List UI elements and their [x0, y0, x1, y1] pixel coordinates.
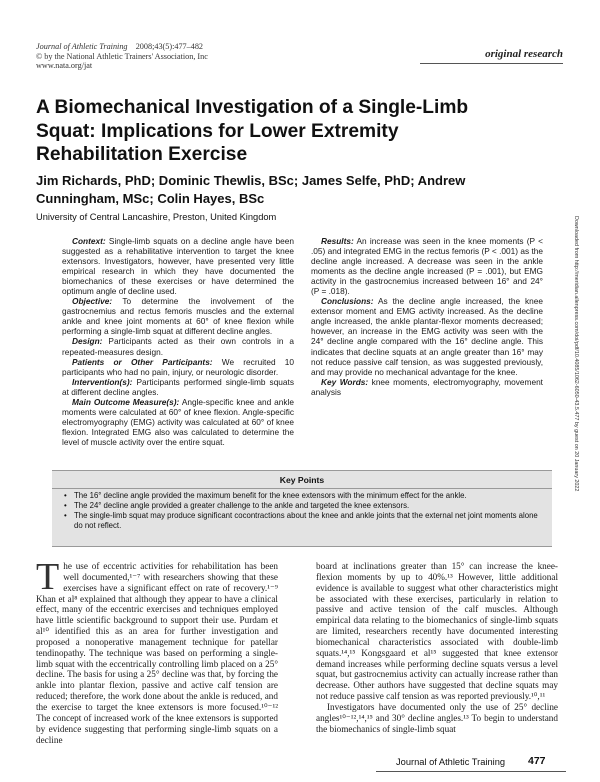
abstract-design: Design: Participants acted as their own controls in a repeated-measures design. [62, 336, 294, 357]
abstract-conclusions: Conclusions: As the decline angle increased, the knee extensor moment and EMG activity increased. As the decline angle increased, the ankle plantar-flexor moments decreased; however, an increase in the EMG activity was seen with the 24° decline angle compared with the 16° decline angle. This indicates that decline squats at an angle greater than 16° may not reduce passive calf tension, as was suggested previously, and may provide no mechanical advantage for the knee. [311, 296, 543, 377]
affiliation: University of Central Lancashire, Preston, United Kingdom [36, 212, 277, 222]
journal-header [36, 42, 356, 71]
key-point-item: • The single-limb squat may produce significant cocontractions about the knee and ankle joints that the external net joint moments alone do not reflect. [74, 511, 544, 531]
footer-rule [376, 771, 566, 772]
abstract-interventions: Intervention(s): Participants performed single-limb squats at different decline angles. [62, 376, 294, 397]
author-list: Jim Richards, PhD; Dominic Thewlis, BSc; James Selfe, PhD; Andrew Cunningham, MSc; Colin Hayes, BSc [36, 173, 466, 206]
section-label: original research [485, 48, 563, 60]
article-title: A Biomechanical Investigation of a Single-Limb Squat: Implications for Lower Extremity Rehabilitation Exercise [36, 97, 469, 165]
key-point-item: • The 16° decline angle provided the maximum benefit for the knee extensors with the minimum effect for the ankle. [74, 491, 544, 501]
journal-name: Journal of Athletic Training [36, 42, 128, 51]
abstract-participants: Patients or Other Participants: We recruited 10 participants who had no pain, injury, or neurologic disorder. [62, 356, 295, 377]
abstract-right-column [311, 236, 543, 397]
key-points-title: Key Points [279, 475, 325, 485]
citation: 2008;43(5):477–482 [135, 42, 204, 51]
key-points-rule [52, 488, 552, 489]
download-watermark: Downloaded from http://meridian.allenpress.com/doi/pdf/10.4085/1062-6050-43.5.477 by guest on 20 January 2022 [573, 216, 579, 492]
drop-cap: T [36, 556, 60, 598]
abstract-context: Context: Single-limb squats on a decline angle have been suggested as a rehabilitative intervention to target the knee extensors. Investigators, however, have presented very little empirical research in which they have documented the biomechanics of these exercises or have determined the optimum angle of decline used. [62, 236, 294, 297]
copyright-line: © by the National Athletic Trainers' Association, Inc [36, 51, 208, 61]
abstract-left-column [62, 236, 294, 447]
key-points-box [52, 470, 552, 547]
key-point-item: • The 24° decline angle provided a greater challenge to the ankle and targeted the knee extensors. [74, 501, 544, 511]
body-paragraph: board at inclinations greater than 15° can increase the knee-flexion moments by up to 40%.¹³ However, little additional evidence is available to suggest what other characteristics might be associated with these exercises, particularly in relation to passive and active tension of the calf muscles. Although empirical data relating to the biomechanics of single-limb squats are limited, researchers recently have documented interesting biomechanical characteristics associated with double-limb squats.¹⁴,¹⁵ Kongsgaard et al¹⁵ suggested that knee extensor demand increases while performing decline squats versus a level squat, but gastrocnemius activity can actually increase rather than decrease. Other authors have suggested that decline squats may not reduce passive calf tension as was reported previously.¹⁰,¹¹ [316, 561, 558, 702]
abstract-keywords: Key Words: knee moments, electromyography, movement analysis [311, 376, 543, 397]
abstract-objective: Objective: To determine the involvement of the gastrocnemius and rectus femoris muscles and the external ankle and knee joint moments at 60° of knee flexion while performing a single-limb squat at different decline angles. [62, 296, 294, 337]
body-right-column [316, 561, 558, 735]
footer-journal-name: Journal of Athletic Training [396, 757, 506, 767]
journal-url: www.nata.org/jat [36, 61, 93, 71]
body-left-column [36, 556, 278, 745]
page-number: 477 [528, 755, 546, 767]
body-paragraph: The use of eccentric activities for rehabilitation has been well documented,¹⁻⁷ with researchers showing that these exercises have a significant effect on rate of recovery.¹⁻⁹ Khan et al⁸ explained that although they appear to have a clinical effect, many of the eccentric exercises and techniques employed have little scientific background to support their use. Purdam et al¹⁰ identified this as an area for further investigation and proposed a nonoperative management technique for patellar tendinopathy. The technique was based on performing a single-limb squat with the eccentrically controlling limb placed on a 25° decline. The basis for using a 25° decline was that, by forcing the ankle into plantar flexion, passive and active calf tension are reduced; therefore, the work done about the ankle is reduced, and the exercise to target the knee extensors is more focused.¹⁰⁻¹² The concept of increased work of the knee extensors is supported by evidence suggesting that performing single-limb squats on a decline [36, 556, 278, 745]
key-points-list [52, 491, 552, 531]
abstract-results: Results: An increase was seen in the knee moments (P < .05) and integrated EMG in the rectus femoris (P < .001) as the decline angle increased. A decrease was seen in the ankle moments as the decline angle increased (P = .001), but EMG activity in the gastrocnemius increased between 16° and 24° (P = .018). [311, 236, 543, 297]
abstract-measures: Main Outcome Measure(s): Angle-specific knee and ankle moments were calculated at 60° of knee flexion. Angle-specific electromyography (EMG) activity was calculated at 60° of knee flexion. Integrated EMG also was calculated to determine the level of muscle activity over the entire squat. [62, 396, 294, 447]
header-rule [420, 63, 563, 64]
body-paragraph: Investigators have documented only the use of 25° decline angles¹⁰⁻¹²,¹⁴,¹⁵ and 30° decline angles.¹³ To begin to understand the biomechanics of single-limb squat [316, 701, 558, 734]
